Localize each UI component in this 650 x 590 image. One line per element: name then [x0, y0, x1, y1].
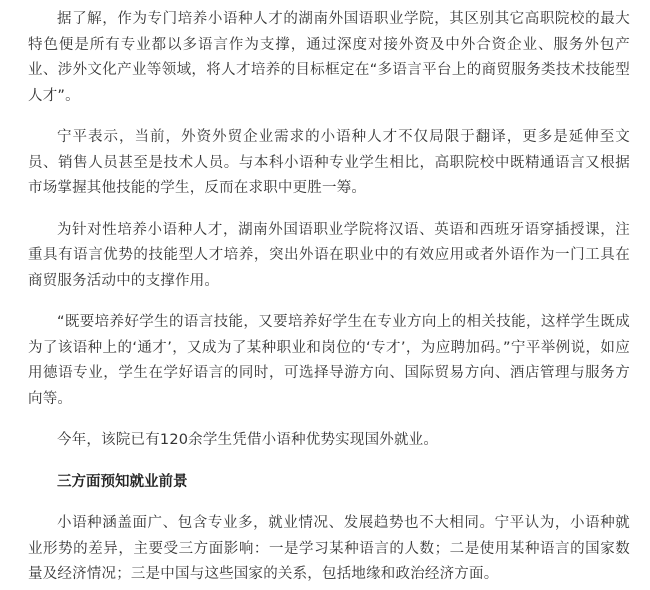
- article-paragraph: 小语种涵盖面广、包含专业多，就业情况、发展趋势也不大相同。宁平认为，小语种就业形势的差异，主要受三方面影响：一是学习某种语言的人数；二是使用某种语言的国家数量及经济情况；三是中国与这些国家的关系，包括地缘和政治经济方面。: [28, 515, 630, 582]
- article-paragraph: 为针对性培养小语种人才，湖南外国语职业学院将汉语、英语和西班牙语穿插授课，注重具有语言优势的技能型人才培养，突出外语在职业中的有效应用或者外语作为一门工具在商贸服务活动中的支撑作用。: [28, 221, 630, 289]
- article-paragraph: “既要培养好学生的语言技能，又要培养好学生在专业方向上的相关技能，这样学生既成为了该语种上的‘通才’，又成为了某种职业和岗位的‘专才’，为应聘加码。”宁平举例说，如应用德语专业，学生在学好语言的同时，可选择导游方向、国际贸易方向、酒店管理与服务方向等。: [28, 314, 630, 407]
- article-paragraph: 据了解，作为专门培养小语种人才的湖南外国语职业学院，其区别其它高职院校的最大特色便是所有专业都以多语言作为支撑，通过深度对接外资及中外合资企业、服务外包产业、涉外文化产业等领域，将人才培养的目标框定在“多语言平台上的商贸服务类技术技能型人才”。: [28, 11, 630, 104]
- article-paragraph: 今年，该院已有120余学生凭借小语种优势实现国外就业。: [57, 432, 439, 448]
- section-heading: 三方面预知就业前景: [57, 473, 188, 490]
- article-paragraph: 宁平表示，当前，外资外贸企业需求的小语种人才不仅局限于翻译，更多是延伸至文员、销售人员甚至是技术人员。与本科小语种专业学生相比，高职院校中既精通语言又根据市场掌握其他技能的学生，反而在求职中更胜一筹。: [28, 129, 630, 196]
